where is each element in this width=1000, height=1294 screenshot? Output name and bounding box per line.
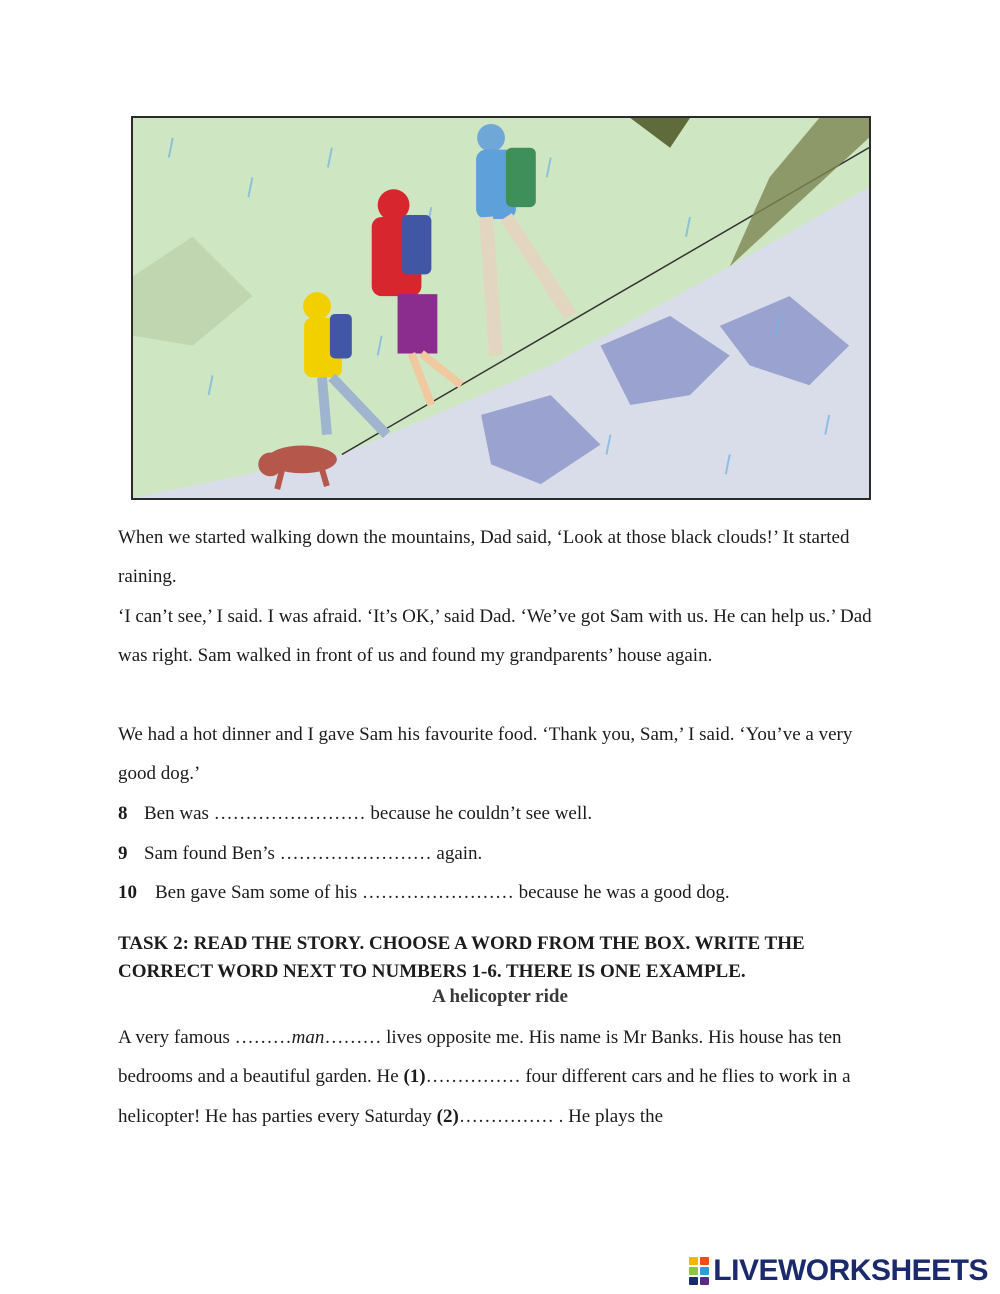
question-text[interactable]: Ben was …………………… because he couldn’t see well. [144, 803, 593, 824]
story-paragraph-2: ‘I can’t see,’ I said. I was afraid. ‘It’s OK,’ said Dad. ‘We’ve got Sam with us. He can help us.’ Dad was right. Sam walked in front of us and found my grandparents’ house again. [118, 606, 872, 667]
question-9 [118, 843, 482, 865]
logo-text: LIVEWORKSHEETS [713, 1254, 988, 1287]
question-number: 10 [118, 882, 137, 903]
gap-1[interactable]: …………… four different cars and he flies to work in a helicopter! He has parties every Saturday [118, 1066, 851, 1127]
question-text[interactable]: Sam found Ben’s …………………… again. [144, 843, 483, 864]
question-10 [118, 882, 730, 904]
gap-2-number: (2) [436, 1105, 459, 1127]
question-text[interactable]: Ben gave Sam some of his …………………… because he was a good dog. [155, 882, 730, 903]
story-paragraph-3: We had a hot dinner and I gave Sam his favourite food. ‘Thank you, Sam,’ I said. ‘You’ve a very good dog.’ [118, 724, 853, 785]
task-2-story: A very famous ………man……… lives opposite me. His name is Mr Banks. His house has ten bedrooms and a beautiful garden. He (1)…………… four different cars and he flies to work in a helicopter! He has parties every Saturday (2)…………… . He plays the [118, 1027, 851, 1127]
story-paragraph-1: When we started walking down the mountains, Dad said, ‘Look at those black clouds!’ It started raining. [118, 527, 850, 588]
question-8 [118, 803, 592, 825]
liveworksheets-logo-icon [689, 1257, 709, 1285]
question-number: 9 [118, 843, 128, 864]
question-number: 8 [118, 803, 128, 824]
hikers-in-rain-image [133, 118, 869, 498]
story-illustration [131, 116, 871, 500]
example-word: man [291, 1027, 325, 1048]
liveworksheets-logo [689, 1254, 988, 1288]
gap-1-number: (1) [403, 1066, 426, 1088]
gap-2[interactable]: …………… . He plays the [458, 1105, 664, 1127]
task-2-heading: TASK 2: READ THE STORY. CHOOSE A WORD FROM THE BOX. WRITE THE CORRECT WORD NEXT TO NUMBERS 1-6. THERE IS ONE EXAMPLE. [118, 933, 805, 982]
story-title: A helicopter ride [432, 986, 568, 1007]
